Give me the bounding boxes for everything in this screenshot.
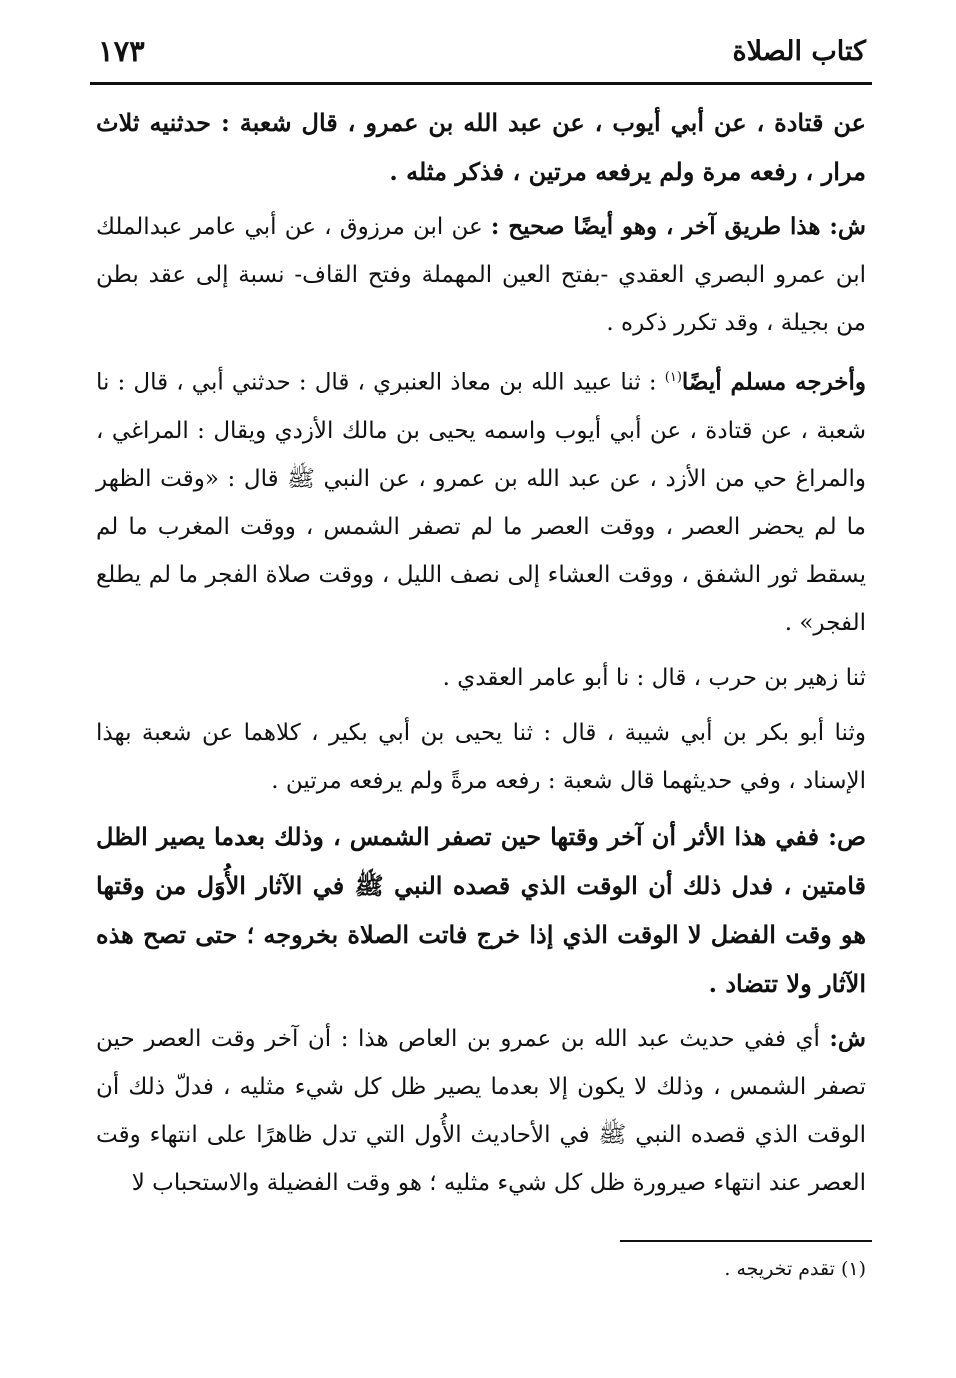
paragraph-7-lead: ش: <box>829 1024 866 1052</box>
paragraph-3-lead: وأخرجه مسلم أيضًا <box>681 368 866 396</box>
paragraph-6 <box>96 812 866 1008</box>
footnote-ref: (١) <box>664 370 682 385</box>
footnote-divider <box>620 1240 872 1242</box>
page-number: ١٧٣ <box>98 34 145 68</box>
page-body <box>96 98 866 1214</box>
chapter-title: كتاب الصلاة <box>732 36 866 67</box>
paragraph-7 <box>96 1015 866 1207</box>
paragraph-1-text: عن قتادة ، عن أبي أيوب ، عن عبد الله بن عمرو ، قال شعبة : حدثنيه ثلاث مرار ، رفعه مرة ولم يرفعه مرتين ، فذكر مثله . <box>96 108 866 186</box>
paragraph-6-text: ص: ففي هذا الأثر أن آخر وقتها حين تصفر الشمس ، وذلك بعدما يصير الظل قامتين ، فدل ذلك أن الوقت الذي قصده النبي ﷺ في الآثار الأُوَل من وقتها هو وقت الفضل لا الوقت الذي إذا خرج فاتت الصلاة بخروجه ؛ حتى تصح هذه الآثار ولا تتضاد . <box>96 821 866 998</box>
paragraph-2-lead: ش: هذا طريق آخر ، وهو أيضًا صحيح : <box>490 213 866 240</box>
paragraph-4 <box>96 654 866 702</box>
paragraph-2-text: عن ابن مرزوق ، عن أبي عامر عبدالملك ابن عمرو البصري العقدي -بفتح العين المهملة وفتح القاف- نسبة إلى عقد بطن من بجيلة ، وقد تكرر ذكره . <box>96 214 866 336</box>
paragraph-2 <box>96 203 866 347</box>
paragraph-4-text: ثنا زهير بن حرب ، قال : نا أبو عامر العقدي . <box>442 664 866 691</box>
paragraph-3 <box>96 354 866 647</box>
paragraph-3-text: : ثنا عبيد الله بن معاذ العنبري ، قال : حدثني أبي ، قال : نا شعبة ، عن قتادة ، عن أبي أيوب واسمه يحيى بن مالك الأزدي ويقال : المراغي ، والمراغ حي من الأزد ، عن عبد الله بن عمرو ، عن النبي ﷺ قال : «وقت الظهر ما لم يحضر العصر ، ووقت العصر ما لم تصفر الشمس ، ووقت المغرب ما لم يسقط ثور الشفق ، ووقت العشاء إلى نصف الليل ، ووقت صلاة الفجر ما لم يطلع الفجر» . <box>96 369 866 636</box>
footnote: (١) تقدم تخريجه . <box>724 1258 866 1280</box>
page-header <box>98 32 866 80</box>
paragraph-1 <box>96 98 866 196</box>
paragraph-7-text: أي ففي حديث عبد الله بن عمرو بن العاص هذا : أن آخر وقت العصر حين تصفر الشمس ، وذلك لا يكون إلا بعدما يصير ظل كل شيء مثليه ، فدلّ ذلك أن الوقت الذي قصده النبي ﷺ في الأحاديث الأُول التي تدل ظاهرًا على انتهاء وقت العصر عند انتهاء صيرورة ظل كل شيء مثليه ؛ هو وقت الفضيلة والاستحباب لا <box>96 1025 866 1196</box>
paragraph-5-text: وثنا أبو بكر بن أبي شيبة ، قال : ثنا يحيى بن أبي بكير ، كلاهما عن شعبة بهذا الإسناد ، وفي حديثهما قال شعبة : رفعه مرةً ولم يرفعه مرتين . <box>96 719 866 794</box>
header-divider <box>90 82 872 85</box>
paragraph-5 <box>96 709 866 805</box>
